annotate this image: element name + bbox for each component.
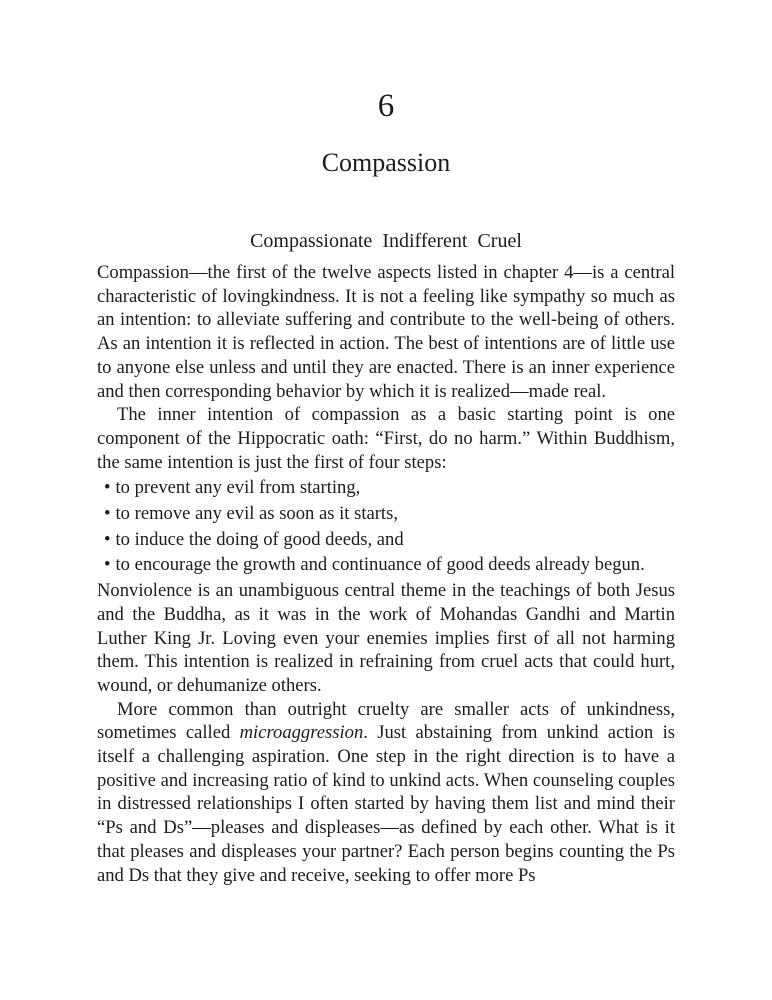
paragraph-nonviolence: Nonviolence is an unambiguous central theme in the teachings of both Jesus and the Buddha, as it was in the work of Mohandas Gandhi and Martin Luther King Jr. Loving even your enemies implies first of all not harming them. This intention is realized in refraining from cruel acts that could hurt, wound, or dehumanize others. xyxy=(97,580,675,696)
paragraph-text: More common than outright cruelty are smaller acts of unkindness, sometimes called xyxy=(97,698,675,744)
compassion-spectrum-heading xyxy=(97,228,675,254)
paragraph-intro: Compassion—the first of the twelve aspects listed in chapter 4—is a central characteristic of lovingkindness. It is not a feeling like sympathy so much as an intention: to alleviate suffering and contribute to the well-being of others. As an intention it is reflected in action. The best of intentions are of little use to anyone else unless and until they are enacted. There is an inner experience and then corresponding behavior by which it is realized—made real. xyxy=(97,262,675,402)
bullet-icon: • xyxy=(104,554,111,576)
list-item-text: to encourage the growth and continuance of good deeds already begun. xyxy=(115,554,645,576)
list-item-text: to remove any evil as soon as it starts, xyxy=(115,503,398,525)
four-steps-list xyxy=(97,476,675,577)
chapter-number: 6 xyxy=(377,88,395,124)
bullet-icon: • xyxy=(104,477,111,499)
list-item xyxy=(104,553,675,577)
bullet-icon: • xyxy=(104,503,111,525)
list-item-text: to induce the doing of good deeds, and xyxy=(115,528,404,550)
bullet-icon: • xyxy=(104,528,111,550)
list-item-text: to prevent any evil from starting, xyxy=(115,477,361,499)
spectrum-item-indifferent: Indifferent xyxy=(382,230,468,252)
list-item xyxy=(104,528,675,552)
chapter-title: Compassion xyxy=(321,148,451,177)
paragraph-text: . Just abstaining from unkind action is itself a challenging aspiration. One step in the right direction is to have a positive and increasing ratio of kind to unkind acts. When counseling couples in distressed relationships I often started by having them list and mind their “Ps and Ds”—pleases and displeases—as defined by each other. What is it that pleases and displeases your partner? Each person begins counting the Ps and Ds that they give and receive, seeking to offer more Ps xyxy=(97,722,675,886)
spectrum-item-compassionate: Compassionate xyxy=(250,230,373,252)
chapter-body xyxy=(97,261,675,887)
paragraph-microaggression xyxy=(97,698,675,888)
paragraph-hippocratic: The inner intention of compassion as a basic starting point is one component of the Hippocratic oath: “First, do no harm.” Within Buddhism, the same intention is just the first of four steps: xyxy=(97,404,675,473)
emphasized-term: microaggression xyxy=(239,722,364,744)
spectrum-item-cruel: Cruel xyxy=(477,230,522,252)
list-item xyxy=(104,476,675,500)
list-item xyxy=(104,502,675,526)
